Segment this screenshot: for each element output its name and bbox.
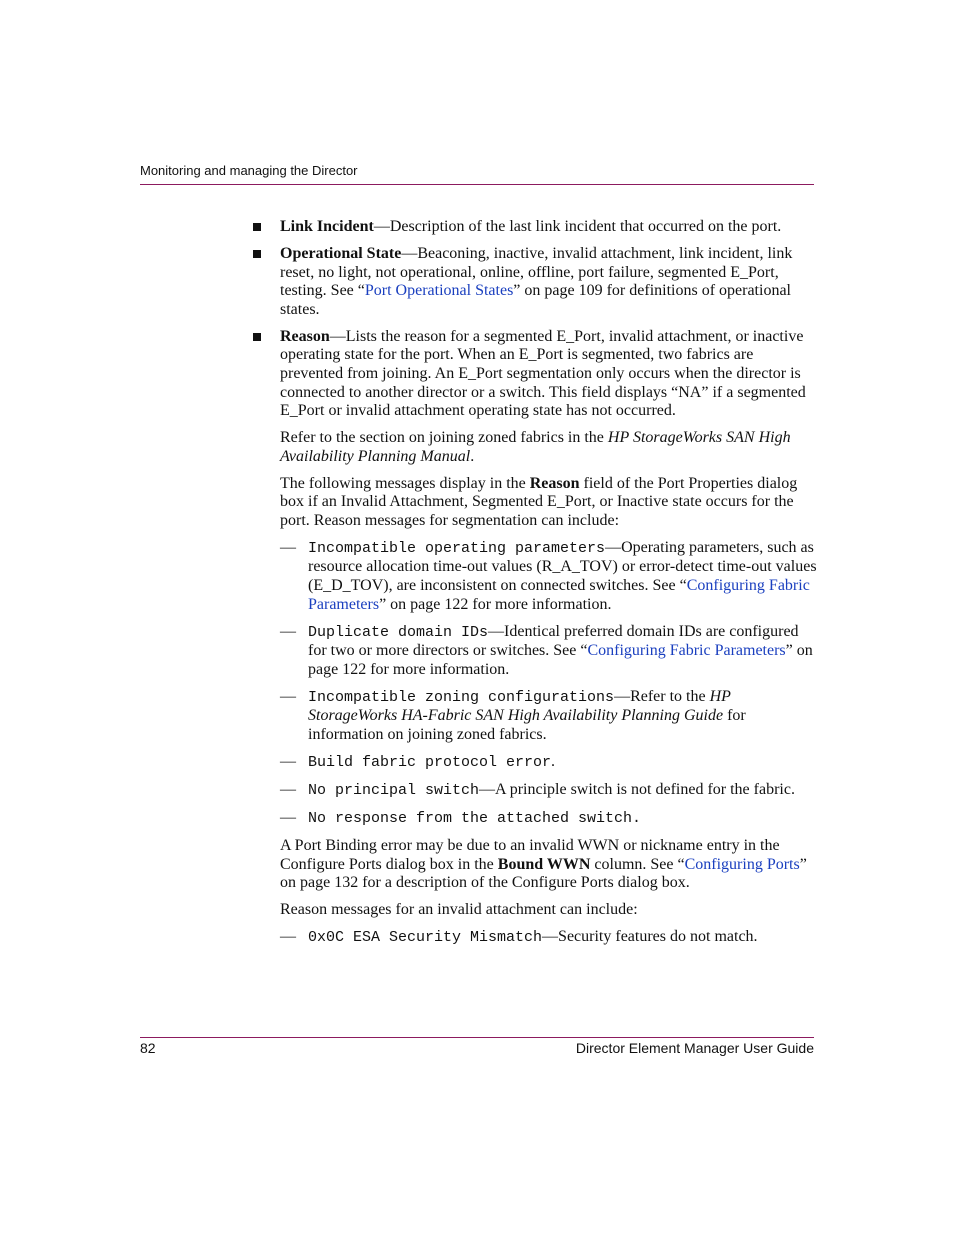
text: —Security features do not match. (542, 928, 758, 946)
message-code: Duplicate domain IDs (308, 623, 489, 641)
dash-marker: — (280, 687, 296, 705)
message-code: Incompatible operating parameters (308, 539, 606, 557)
text: ” on page 132 for a description of the Configure Ports dialog box. (280, 855, 807, 892)
text: for information on joining zoned fabrics. (308, 707, 746, 743)
definition: —Lists the reason for a segmented E_Port, invalid attachment, or inactive operating state for the port. When an E_Port is segmented, two fabrics are prevented from joining. An E_Port segmentation only occurs when the director is connected to another director or a switch. This field displays “NA” if a segmented E_Port or invalid attachment operating state has not occurred. (280, 327, 806, 420)
text: —Identical preferred domain IDs are configured for two or more directors or switches. See “ (308, 622, 799, 660)
link-port-operational-states[interactable]: Port Operational States (364, 282, 514, 300)
footer-divider (140, 1037, 814, 1038)
dash-marker: — (280, 780, 296, 798)
term: Reason (280, 327, 330, 345)
bullet-link-incident (280, 218, 820, 237)
paragraph-port-binding (280, 837, 820, 893)
message-item (280, 688, 820, 745)
message-code: Incompatible zoning configurations (308, 688, 615, 706)
message-item (280, 928, 820, 948)
message-item (280, 781, 820, 801)
text: —A principle switch is not defined for the fabric. (479, 780, 795, 798)
dash-marker: — (280, 622, 296, 640)
message-code: 0x0C ESA Security Mismatch (308, 929, 543, 947)
message-code: Build fabric protocol error (308, 753, 552, 771)
main-content (280, 218, 820, 956)
text: —Operating parameters, such as resource allocation time-out values (R_A_TOV) or error-detect time-out values (E_D_TOV), are inconsistent on connected switches. See “ (308, 538, 817, 595)
paragraph-invalid-attachment: Reason messages for an invalid attachment can include: (280, 901, 638, 919)
message-item (280, 539, 820, 614)
paragraph-following-messages (280, 475, 820, 531)
text: ” on page 122 for more information. (308, 642, 813, 678)
square-bullet-icon (253, 223, 261, 231)
bound-wwn-label: Bound WWN (497, 855, 591, 873)
term: Operational State (280, 244, 402, 262)
term: Link Incident (280, 218, 374, 235)
bullet-operational-state (280, 245, 820, 319)
guide-title: HP StorageWorks HA-Fabric SAN High Availability Planning Guide (308, 687, 731, 725)
text: —Refer to the (614, 687, 710, 705)
page-number: 82 (140, 1040, 156, 1056)
square-bullet-icon (253, 333, 261, 341)
dash-marker: — (280, 808, 296, 826)
definition: —Beaconing, inactive, invalid attachment, link incident, link reset, no light, not operational, online, offline, port failure, segmented E_Port, testing. See “ (280, 244, 793, 300)
definition: —Description of the last link incident that occurred on the port. (373, 218, 782, 235)
text: Refer to the section on joining zoned fabrics in the (280, 429, 608, 447)
link-configuring-ports[interactable]: Configuring Ports (684, 855, 800, 873)
text: . (470, 447, 475, 465)
text: field of the Port Properties dialog box if an Invalid Attachment, Segmented E_Port, or Inactive state occurs for the port. Reason messages for segmentation can include: (280, 474, 798, 529)
dash-marker: — (280, 752, 296, 770)
reason-field-label: Reason (529, 474, 580, 492)
square-bullet-icon (253, 250, 261, 258)
manual-title: HP StorageWorks SAN High Availability Planning Manual (280, 429, 791, 465)
message-code: No principal switch (308, 781, 480, 799)
message-item (280, 623, 820, 680)
text: The following messages display in the (280, 474, 530, 492)
message-item (280, 753, 820, 773)
message-code: No response from the attached switch. (308, 809, 642, 827)
text: ” on page 122 for more information. (379, 595, 612, 613)
text: A Port Binding error may be due to an invalid WWN or nickname entry in the Configure Ports dialog box in the (280, 836, 780, 873)
running-header: Monitoring and managing the Director (140, 163, 358, 178)
text: column. See “ (590, 855, 685, 873)
bullet-reason (280, 328, 820, 421)
message-item (280, 809, 820, 829)
dash-marker: — (280, 538, 296, 556)
text: . (551, 752, 556, 770)
definition-end: ” on page 109 for definitions of operational states. (280, 282, 791, 318)
dash-marker: — (280, 928, 296, 946)
link-configuring-fabric-parameters[interactable]: Configuring Fabric Parameters (308, 577, 810, 613)
link-configuring-fabric-parameters[interactable]: Configuring Fabric Parameters (587, 642, 786, 660)
guide-title-footer: Director Element Manager User Guide (575, 1040, 814, 1056)
header-divider (140, 184, 814, 185)
paragraph-refer (280, 429, 820, 466)
